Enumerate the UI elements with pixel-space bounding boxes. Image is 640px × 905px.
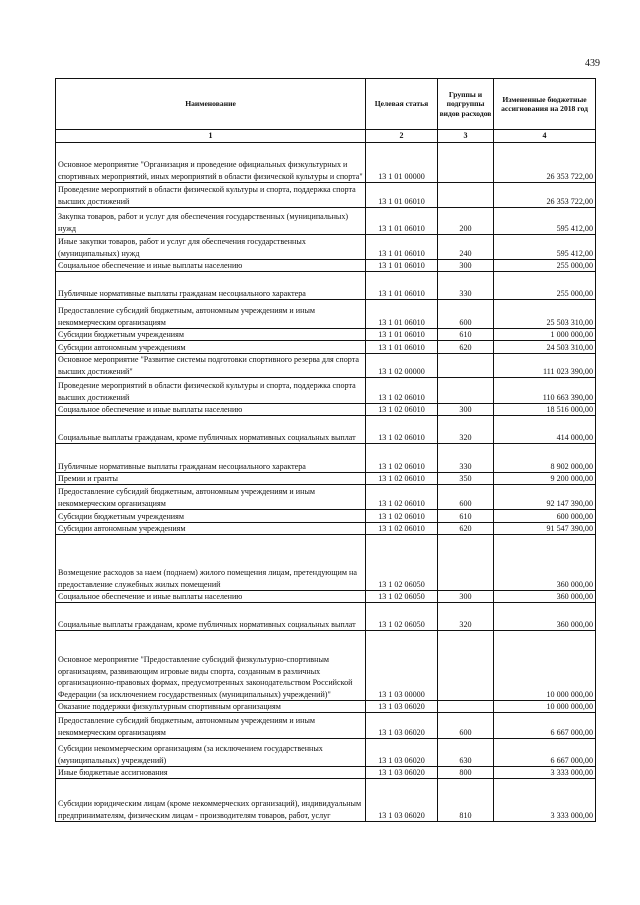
- row-expense-group-text: 330: [459, 288, 472, 298]
- row-expense-group-text: 320: [459, 432, 472, 442]
- budget-table: [55, 78, 596, 818]
- row-target-article-text: 13 1 02 06010: [378, 432, 425, 442]
- row-amount: [494, 143, 596, 183]
- row-name: [55, 485, 366, 510]
- row-name: [55, 354, 366, 378]
- row-expense-group: [438, 354, 494, 378]
- row-name-text: Основное мероприятие "Предоставление субсидий физкультурно-спортивным организациям, развивающим игровые виды спорта, созданным в различных организационно-правовых формах, предусмотренных законодательством Российской Федерации (за исключением государственных (муниципальных) учреждений)": [58, 655, 353, 699]
- row-expense-group-text: 350: [459, 473, 472, 483]
- row-expense-group: [438, 143, 494, 183]
- row-amount: [494, 235, 596, 260]
- header-name: Наименование: [55, 78, 366, 130]
- row-amount: [494, 603, 596, 631]
- row-amount-text: 255 000,00: [556, 288, 593, 298]
- row-amount-text: 595 412,00: [556, 248, 593, 258]
- row-name-text: Социальные выплаты гражданам, кроме публичных нормативных социальных выплат: [58, 619, 356, 629]
- row-expense-group: [438, 341, 494, 354]
- row-target-article: [366, 591, 438, 603]
- row-name-text: Проведение мероприятий в области физической культуры и спорта, поддержка спорта высших достижений: [58, 381, 356, 402]
- header-target-article: Целевая статья: [366, 78, 438, 130]
- row-amount-text: 92 147 390,00: [546, 498, 593, 508]
- row-name-text: Социальное обеспечение и иные выплаты населению: [58, 591, 243, 601]
- row-target-article-text: 13 1 02 06010: [378, 404, 425, 414]
- row-expense-group: [438, 260, 494, 272]
- row-target-article-text: 13 1 03 00000: [378, 689, 425, 699]
- row-target-article-text: 13 1 01 00000: [378, 171, 425, 181]
- row-amount: [494, 701, 596, 713]
- column-number: 4: [494, 130, 596, 143]
- row-target-article-text: 13 1 02 06010: [378, 498, 425, 508]
- row-target-article: [366, 510, 438, 523]
- row-name: [55, 416, 366, 444]
- row-amount: [494, 341, 596, 354]
- row-amount-text: 6 667 000,00: [550, 755, 593, 765]
- header-allocations-2018: Измененные бюджетные ассигнования на 2018 год: [494, 78, 596, 130]
- row-target-article: [366, 354, 438, 378]
- row-amount: [494, 416, 596, 444]
- row-target-article-text: 13 1 02 00000: [378, 366, 425, 376]
- row-expense-group-text: 320: [459, 619, 472, 629]
- row-target-article-text: 13 1 03 06020: [378, 701, 425, 711]
- column-number: 2: [366, 130, 438, 143]
- row-name-text: Социальное обеспечение и иные выплаты населению: [58, 404, 243, 414]
- row-target-article: [366, 535, 438, 591]
- row-expense-group-text: 200: [459, 223, 472, 233]
- row-target-article-text: 13 1 01 06010: [378, 223, 425, 233]
- row-target-article-text: 13 1 02 06010: [378, 461, 425, 471]
- row-expense-group: [438, 404, 494, 416]
- row-amount: [494, 739, 596, 767]
- row-amount: [494, 767, 596, 779]
- row-name-text: Публичные нормативные выплаты гражданам несоциального характера: [58, 461, 306, 471]
- row-name: [55, 272, 366, 300]
- row-amount: [494, 591, 596, 603]
- row-expense-group-text: 810: [459, 810, 472, 820]
- row-expense-group-text: 610: [459, 329, 472, 339]
- row-target-article: [366, 329, 438, 341]
- row-name-text: Проведение мероприятий в области физической культуры и спорта, поддержка спорта высших достижений: [58, 185, 356, 206]
- row-expense-group: [438, 485, 494, 510]
- row-name: [55, 473, 366, 485]
- row-target-article-text: 13 1 02 06010: [378, 523, 425, 533]
- row-amount-text: 360 000,00: [556, 619, 593, 629]
- row-name: [55, 260, 366, 272]
- row-name: [55, 523, 366, 535]
- row-expense-group-text: 610: [459, 511, 472, 521]
- row-name-text: Субсидии юридическим лицам (кроме некоммерческих организаций), индивидуальным предпринимателям, физическим лицам - производителям товаров, работ, услуг: [58, 799, 362, 820]
- row-expense-group-text: 300: [459, 404, 472, 414]
- row-name: [55, 378, 366, 404]
- row-expense-group: [438, 473, 494, 485]
- row-target-article-text: 13 1 01 06010: [378, 260, 425, 270]
- row-expense-group: [438, 739, 494, 767]
- row-name: [55, 535, 366, 591]
- row-expense-group: [438, 272, 494, 300]
- row-name: [55, 329, 366, 341]
- row-name-text: Основное мероприятие "Организация и проведение официальных физкультурных и спортивных мероприятий, иных мероприятий в области физической культуры и спорта": [58, 160, 363, 181]
- row-name-text: Возмещение расходов за наем (поднаем) жилого помещения лицам, претендующим на предоставление служебных жилых помещений: [58, 568, 357, 589]
- row-amount-text: 10 000 000,00: [546, 701, 593, 711]
- row-amount-text: 18 516 000,00: [546, 404, 593, 414]
- row-target-article: [366, 739, 438, 767]
- row-target-article-text: 13 1 01 06010: [378, 342, 425, 352]
- row-name-text: Иные бюджетные ассигнования: [58, 767, 168, 777]
- row-name-text: Закупка товаров, работ и услуг для обеспечения государственных (муниципальных) нужд: [58, 212, 349, 233]
- row-target-article-text: 13 1 01 06010: [378, 288, 425, 298]
- row-name-text: Субсидии автономным учреждениям: [58, 342, 186, 352]
- row-target-article: [366, 404, 438, 416]
- row-amount-text: 360 000,00: [556, 591, 593, 601]
- row-target-article-text: 13 1 01 06010: [378, 317, 425, 327]
- row-name: [55, 341, 366, 354]
- row-amount-text: 9 200 000,00: [550, 473, 593, 483]
- row-amount-text: 1 000 000,00: [550, 329, 593, 339]
- row-expense-group-text: 620: [459, 523, 472, 533]
- row-amount-text: 595 412,00: [556, 223, 593, 233]
- row-amount: [494, 354, 596, 378]
- row-amount-text: 91 547 390,00: [546, 523, 593, 533]
- row-amount: [494, 444, 596, 473]
- row-name-text: Оказание поддержки физкультурным спортивным организациям: [58, 701, 281, 711]
- row-target-article: [366, 473, 438, 485]
- row-name: [55, 779, 366, 822]
- row-amount: [494, 300, 596, 329]
- row-name-text: Публичные нормативные выплаты гражданам несоциального характера: [58, 288, 306, 298]
- row-amount-text: 8 902 000,00: [550, 461, 593, 471]
- row-target-article: [366, 300, 438, 329]
- row-amount: [494, 329, 596, 341]
- row-amount-text: 26 353 722,00: [546, 171, 593, 181]
- row-name-text: Субсидии автономным учреждениям: [58, 523, 186, 533]
- row-expense-group-text: 630: [459, 755, 472, 765]
- row-amount-text: 3 333 000,00: [550, 810, 593, 820]
- row-target-article-text: 13 1 01 06010: [378, 196, 425, 206]
- row-target-article-text: 13 1 03 06020: [378, 755, 425, 765]
- row-target-article-text: 13 1 03 06020: [378, 810, 425, 820]
- row-expense-group: [438, 603, 494, 631]
- row-target-article: [366, 272, 438, 300]
- row-expense-group: [438, 444, 494, 473]
- row-name-text: Субсидии бюджетным учреждениям: [58, 329, 184, 339]
- row-expense-group-text: 620: [459, 342, 472, 352]
- row-name: [55, 713, 366, 739]
- row-amount: [494, 779, 596, 822]
- row-name: [55, 235, 366, 260]
- row-target-article-text: 13 1 02 06010: [378, 473, 425, 483]
- row-name: [55, 631, 366, 701]
- row-expense-group: [438, 631, 494, 701]
- page-number: 439: [585, 58, 600, 69]
- row-name: [55, 603, 366, 631]
- row-expense-group-text: 300: [459, 260, 472, 270]
- row-amount: [494, 523, 596, 535]
- row-name: [55, 591, 366, 603]
- row-amount: [494, 535, 596, 591]
- row-name-text: Основное мероприятие "Развитие системы подготовки спортивного резерва для спорта высших достижений": [58, 355, 359, 376]
- row-amount: [494, 631, 596, 701]
- row-name: [55, 701, 366, 713]
- row-name: [55, 510, 366, 523]
- row-expense-group: [438, 208, 494, 235]
- row-name-text: Социальное обеспечение и иные выплаты населению: [58, 260, 243, 270]
- row-expense-group-text: 240: [459, 248, 472, 258]
- row-target-article: [366, 341, 438, 354]
- row-name-text: Субсидии бюджетным учреждениям: [58, 511, 184, 521]
- row-amount: [494, 485, 596, 510]
- row-name: [55, 208, 366, 235]
- row-target-article-text: 13 1 02 06050: [378, 619, 425, 629]
- row-target-article: [366, 485, 438, 510]
- row-target-article-text: 13 1 01 06010: [378, 248, 425, 258]
- column-number: 3: [438, 130, 494, 143]
- row-amount-text: 414 000,00: [556, 432, 593, 442]
- row-target-article-text: 13 1 01 06010: [378, 329, 425, 339]
- row-target-article: [366, 603, 438, 631]
- row-target-article: [366, 235, 438, 260]
- row-expense-group-text: 330: [459, 461, 472, 471]
- row-target-article: [366, 208, 438, 235]
- row-amount-text: 10 000 000,00: [546, 689, 593, 699]
- row-amount-text: 25 503 310,00: [546, 317, 593, 327]
- row-name: [55, 739, 366, 767]
- row-amount: [494, 272, 596, 300]
- row-amount: [494, 378, 596, 404]
- row-name-text: Предоставление субсидий бюджетным, автономным учреждениям и иным некоммерческим организациям: [58, 306, 316, 327]
- row-amount-text: 255 000,00: [556, 260, 593, 270]
- row-target-article: [366, 713, 438, 739]
- row-amount: [494, 208, 596, 235]
- row-target-article-text: 13 1 03 06020: [378, 767, 425, 777]
- row-amount-text: 24 503 310,00: [546, 342, 593, 352]
- row-target-article: [366, 523, 438, 535]
- row-name: [55, 767, 366, 779]
- row-expense-group-text: 600: [459, 317, 472, 327]
- row-expense-group: [438, 779, 494, 822]
- row-expense-group-text: 600: [459, 727, 472, 737]
- row-target-article-text: 13 1 02 06010: [378, 392, 425, 402]
- row-expense-group-text: 600: [459, 498, 472, 508]
- row-target-article: [366, 143, 438, 183]
- row-expense-group: [438, 235, 494, 260]
- header-expense-groups: Группы и подгруппы видов расходов: [438, 78, 494, 130]
- row-expense-group: [438, 767, 494, 779]
- row-expense-group: [438, 591, 494, 603]
- row-target-article-text: 13 1 02 06010: [378, 511, 425, 521]
- row-amount-text: 600 000,00: [556, 511, 593, 521]
- row-target-article: [366, 416, 438, 444]
- row-name-text: Иные закупки товаров, работ и услуг для обеспечения государственных (муниципальных) нужд: [58, 237, 306, 258]
- row-amount-text: 111 023 390,00: [543, 366, 593, 376]
- row-target-article-text: 13 1 03 06020: [378, 727, 425, 737]
- row-amount: [494, 183, 596, 208]
- row-amount-text: 3 333 000,00: [550, 767, 593, 777]
- row-name-text: Социальные выплаты гражданам, кроме публичных нормативных социальных выплат: [58, 432, 356, 442]
- row-target-article: [366, 767, 438, 779]
- row-name-text: Премии и гранты: [58, 473, 118, 483]
- row-target-article-text: 13 1 02 06050: [378, 579, 425, 589]
- column-number: 1: [55, 130, 366, 143]
- row-expense-group: [438, 183, 494, 208]
- row-amount-text: 360 000,00: [556, 579, 593, 589]
- row-target-article: [366, 701, 438, 713]
- row-name-text: Предоставление субсидий бюджетным, автономным учреждениям и иным некоммерческим организациям: [58, 487, 316, 508]
- row-target-article-text: 13 1 02 06050: [378, 591, 425, 601]
- row-target-article: [366, 378, 438, 404]
- row-expense-group: [438, 701, 494, 713]
- row-name: [55, 183, 366, 208]
- row-name-text: Предоставление субсидий бюджетным, автономным учреждениям и иным некоммерческим организациям: [58, 716, 316, 737]
- row-target-article: [366, 779, 438, 822]
- row-target-article: [366, 260, 438, 272]
- row-amount: [494, 713, 596, 739]
- row-expense-group: [438, 523, 494, 535]
- row-name: [55, 444, 366, 473]
- row-amount-text: 26 353 722,00: [546, 196, 593, 206]
- row-expense-group: [438, 416, 494, 444]
- row-name: [55, 143, 366, 183]
- row-expense-group: [438, 378, 494, 404]
- row-amount: [494, 510, 596, 523]
- row-target-article: [366, 631, 438, 701]
- row-expense-group: [438, 713, 494, 739]
- row-name: [55, 300, 366, 329]
- row-expense-group: [438, 510, 494, 523]
- row-amount-text: 110 663 390,00: [542, 392, 593, 402]
- row-amount: [494, 260, 596, 272]
- row-expense-group: [438, 329, 494, 341]
- row-amount: [494, 473, 596, 485]
- row-expense-group-text: 800: [459, 767, 472, 777]
- row-name-text: Субсидии некоммерческим организациям (за исключением государственных (муниципальных) учреждений): [58, 744, 323, 765]
- row-target-article: [366, 183, 438, 208]
- row-name: [55, 404, 366, 416]
- row-amount-text: 6 667 000,00: [550, 727, 593, 737]
- row-target-article: [366, 444, 438, 473]
- row-amount: [494, 404, 596, 416]
- row-expense-group-text: 300: [459, 591, 472, 601]
- row-expense-group: [438, 300, 494, 329]
- row-expense-group: [438, 535, 494, 591]
